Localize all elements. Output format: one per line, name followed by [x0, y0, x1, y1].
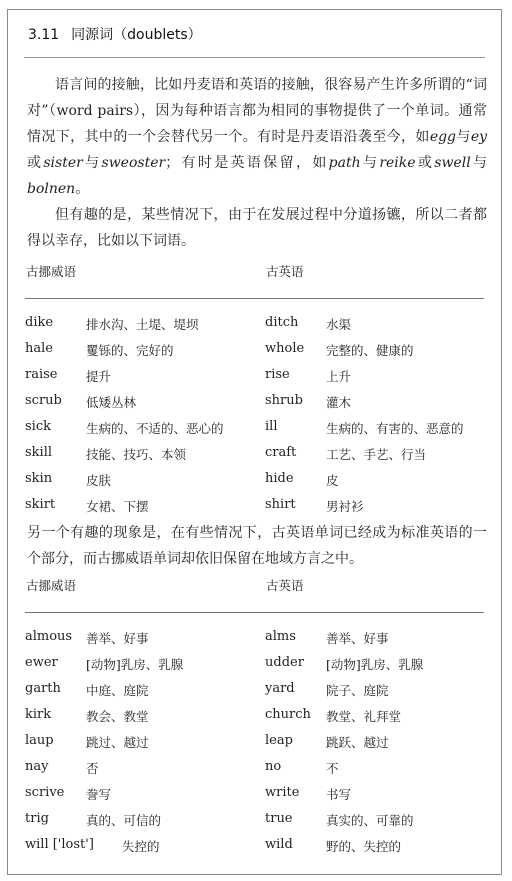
old-english-meaning: 生病的、有害的、恶意的	[326, 421, 464, 436]
old-norse-meaning: 低矮丛林	[86, 395, 137, 410]
table1-header-old-norse: 古挪威语	[26, 264, 77, 279]
old-norse-word: dike	[25, 315, 54, 330]
old-english-word: yard	[265, 681, 295, 696]
old-norse-meaning: 提升	[86, 369, 112, 384]
old-norse-meaning: 矍铄的、完好的	[86, 343, 174, 358]
old-norse-meaning: 技能、技巧、本领	[86, 447, 187, 462]
old-english-meaning: 工艺、手艺、行当	[326, 447, 427, 462]
old-english-word: no	[265, 759, 282, 774]
old-norse-word: hale	[25, 341, 53, 356]
old-english-word: rise	[265, 367, 290, 382]
table1-row	[8, 341, 501, 367]
table1-row	[8, 393, 501, 419]
connector: 或	[27, 155, 44, 171]
example-word: reike	[379, 155, 416, 171]
old-norse-meaning: 生病的、不适的、恶心的	[86, 421, 224, 436]
old-norse-meaning: 誊写	[86, 787, 112, 802]
connector: 与	[470, 155, 488, 171]
old-norse-meaning: 真的、可信的	[86, 813, 162, 828]
old-norse-meaning: 教会、教堂	[86, 709, 149, 724]
old-english-meaning: 完整的、健康的	[326, 343, 414, 358]
old-norse-word: ewer	[25, 655, 58, 670]
old-english-word: udder	[265, 655, 304, 670]
old-english-meaning: [动物]乳房、乳腺	[326, 657, 424, 672]
table2-row	[8, 785, 501, 811]
old-norse-meaning: 失控的	[122, 839, 160, 854]
old-english-meaning: 真实的、可靠的	[326, 813, 414, 828]
table1-rule	[25, 298, 484, 299]
intro-text: ；有时是英语保留，如	[165, 155, 329, 171]
old-english-meaning: 皮	[326, 473, 339, 488]
old-norse-meaning: 跳过、越过	[86, 735, 149, 750]
table1-row	[8, 419, 501, 445]
old-english-meaning: 书写	[326, 787, 352, 802]
old-english-meaning: 上升	[326, 369, 352, 384]
table2-header-old-norse: 古挪威语	[26, 578, 77, 593]
table2-row	[8, 629, 501, 655]
old-english-meaning: 院子、庭院	[326, 683, 389, 698]
old-norse-meaning: 中庭、庭院	[86, 683, 149, 698]
heading-rule	[24, 57, 485, 58]
old-english-word: whole	[265, 341, 305, 356]
old-norse-word: skill	[25, 445, 53, 460]
old-english-meaning: 男衬衫	[326, 499, 364, 514]
old-norse-word: scrub	[25, 393, 62, 408]
old-norse-word: scrive	[25, 785, 65, 800]
example-word: swell	[434, 155, 471, 171]
table1-row	[8, 315, 501, 341]
old-english-word: church	[265, 707, 311, 722]
section-title: 同源词（doublets）	[71, 27, 202, 43]
old-norse-meaning: 女裙、下摆	[86, 499, 149, 514]
table2-row	[8, 811, 501, 837]
table1-header-old-english: 古英语	[266, 264, 304, 279]
old-english-meaning: 灌木	[326, 395, 352, 410]
table1-row	[8, 367, 501, 393]
connector: 与	[360, 155, 380, 171]
example-word: sister	[43, 155, 83, 171]
example-word: egg	[429, 129, 457, 145]
connector: 或	[415, 155, 435, 171]
connector: 与	[456, 129, 471, 145]
old-norse-word: sick	[25, 419, 51, 434]
section-heading	[28, 24, 202, 44]
old-norse-word: skirt	[25, 497, 56, 512]
example-word: bolnen	[27, 181, 76, 197]
old-norse-meaning: 皮肤	[86, 473, 112, 488]
old-norse-word: nay	[25, 759, 49, 774]
old-norse-meaning: [动物]乳房、乳腺	[86, 657, 184, 672]
old-english-meaning: 善举、好事	[326, 631, 389, 646]
old-english-meaning: 跳跃、越过	[326, 735, 389, 750]
table2-rule	[25, 612, 484, 613]
old-norse-word: will ['lost']	[25, 837, 94, 852]
old-english-word: hide	[265, 471, 294, 486]
old-norse-word: skin	[25, 471, 53, 486]
old-norse-word: laup	[25, 733, 54, 748]
table2-row	[8, 655, 501, 681]
table2-row	[8, 837, 501, 863]
intro-paragraph-2: 但有趣的是，某些情况下，由于在发展过程中分道扬镳，所以二者都得以幸存，比如以下词语。	[27, 207, 487, 249]
old-norse-word: trig	[25, 811, 49, 826]
old-norse-meaning: 排水沟、土堤、堤坝	[86, 317, 199, 332]
old-english-meaning: 教堂、礼拜堂	[326, 709, 402, 724]
old-norse-meaning: 否	[86, 761, 99, 776]
old-english-word: wild	[265, 837, 293, 852]
intro-text: 语言间的接触，比如丹麦语和英语的接触，很容易产生许多所谓的“词对”（word pairs），因为每种语言都为相同的事物提供了一个单词。通常情况下，其中的一个会替代另一个。有时是丹麦语沿袭至今，如	[27, 77, 487, 145]
example-word: sweoster	[101, 155, 166, 171]
old-english-meaning: 水渠	[326, 317, 352, 332]
old-norse-word: raise	[25, 367, 58, 382]
old-english-word: ditch	[265, 315, 299, 330]
table2-row	[8, 733, 501, 759]
old-english-meaning: 野的、失控的	[326, 839, 402, 854]
connector: 与	[82, 155, 102, 171]
table2-row	[8, 681, 501, 707]
old-norse-word: kirk	[25, 707, 52, 722]
old-norse-word: almous	[25, 629, 73, 644]
page-frame	[7, 9, 502, 875]
old-english-meaning: 不	[326, 761, 339, 776]
table1-row	[8, 471, 501, 497]
old-english-word: craft	[265, 445, 297, 460]
old-norse-word: garth	[25, 681, 61, 696]
old-english-word: leap	[265, 733, 293, 748]
table1-row	[8, 445, 501, 471]
table2-row	[8, 759, 501, 785]
table2-row	[8, 707, 501, 733]
old-english-word: true	[265, 811, 293, 826]
middle-paragraph: 另一个有趣的现象是，在有些情况下，古英语单词已经成为标准英语的一个部分，而古挪威语单词却依旧保留在地域方言之中。	[27, 525, 487, 567]
intro-paragraph-1	[27, 72, 487, 202]
old-norse-meaning: 善举、好事	[86, 631, 149, 646]
old-english-word: shrub	[265, 393, 303, 408]
example-word: ey	[470, 129, 488, 145]
old-english-word: shirt	[265, 497, 296, 512]
table2-header-old-english: 古英语	[266, 578, 304, 593]
old-english-word: write	[265, 785, 300, 800]
old-english-word: alms	[265, 629, 296, 644]
section-number: 3.11	[28, 27, 60, 43]
intro-text: 。	[75, 181, 90, 197]
example-word: path	[328, 155, 361, 171]
old-english-word: ill	[265, 419, 278, 434]
